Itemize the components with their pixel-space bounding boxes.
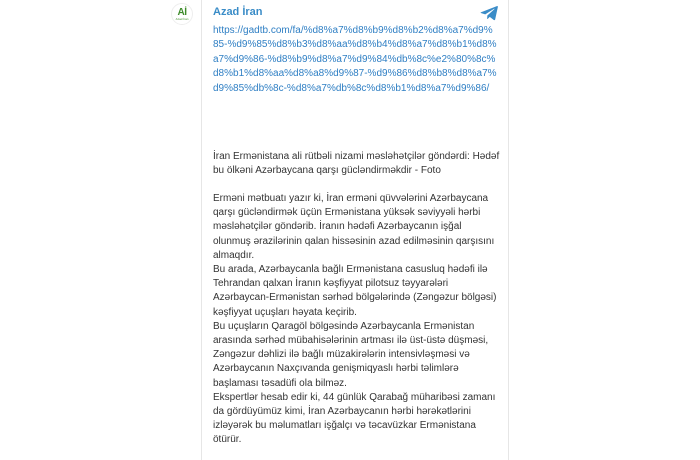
post-paragraph: Ekspertlər hesab edir ki, 44 günlük Qarabağ müharibəsi zamanı da gördüyümüz kimi, İran Azərbaycanın hərbi hərəkətlərini izləyərək bu məlumatları işğalçı və təcavüzkar Ermənistana ötürür. (213, 391, 496, 446)
post-link[interactable]: https://gadtb.com/fa/%d8%a7%d8%b9%d8%b2%d8%a7%d9%85-%d9%85%d8%b3%d8%aa%d8%b4%d8%a7%d8%b1%d8%a7%d9%86-%d8%b9%d8%a7%d9%84%db%8c%e2%80%8c%d8%b1%d8%aa%d8%a8%d9%87-%d9%86%d8%b8%d8%a7%d9%85%db%8c-%d8%a7%db%8c%d8%b1%d8%a7%d9%86/ (213, 25, 497, 94)
telegram-icon[interactable] (480, 5, 498, 21)
avatar-logo-text: Aİ (177, 6, 187, 18)
post-headline: İran Ermənistana ali rütbəli nizami məsləhətçilər göndərdi: Hədəf bu ölkəni Azərbaycana qarşı gücləndirməkdir - Foto (213, 151, 500, 177)
post-paragraph: Erməni mətbuatı yazır ki, İran erməni qüvvələrini Azərbaycana qarşı gücləndirmək üçün Ermənistana yüksək səviyyəli hərbi məsləhətçilər göndərib. İranın hədəfi Azərbaycanın işğal olunmuş ərazilərinin qalan hissəsinin azad edilməsinin qarşısını almaqdır. (213, 193, 495, 261)
post-body (213, 192, 501, 448)
avatar-logo-subtext: Azad İran (175, 16, 189, 21)
channel-avatar[interactable] (171, 3, 193, 25)
post-paragraph: Bu uçuşların Qaragöl bölgəsində Azərbaycanla Ermənistan arasında sərhəd mübahisələrinin artması ilə üst-üstə düşməsi, Zəngəzur dəhlizi ilə bağlı müzakirələrin intensivləşməsi və Azərbaycanın Naxçıvanda genişmiqyaslı hərbi təlimlərə başlaması təsadüfi ola bilməz. (213, 320, 489, 389)
channel-name[interactable]: Azad İran (213, 6, 263, 18)
post-paragraph: Bu arada, Azərbaycanla bağlı Ermənistana casusluq hədəfi ilə Tehrandan qalxan İranın kəşfiyyat pilotsuz təyyarələri Azərbaycan-Ermənistan sərhəd bölgələrində (Zəngəzur bölgəsi) kəşfiyyat uçuşları həyata keçirib. (213, 264, 497, 318)
